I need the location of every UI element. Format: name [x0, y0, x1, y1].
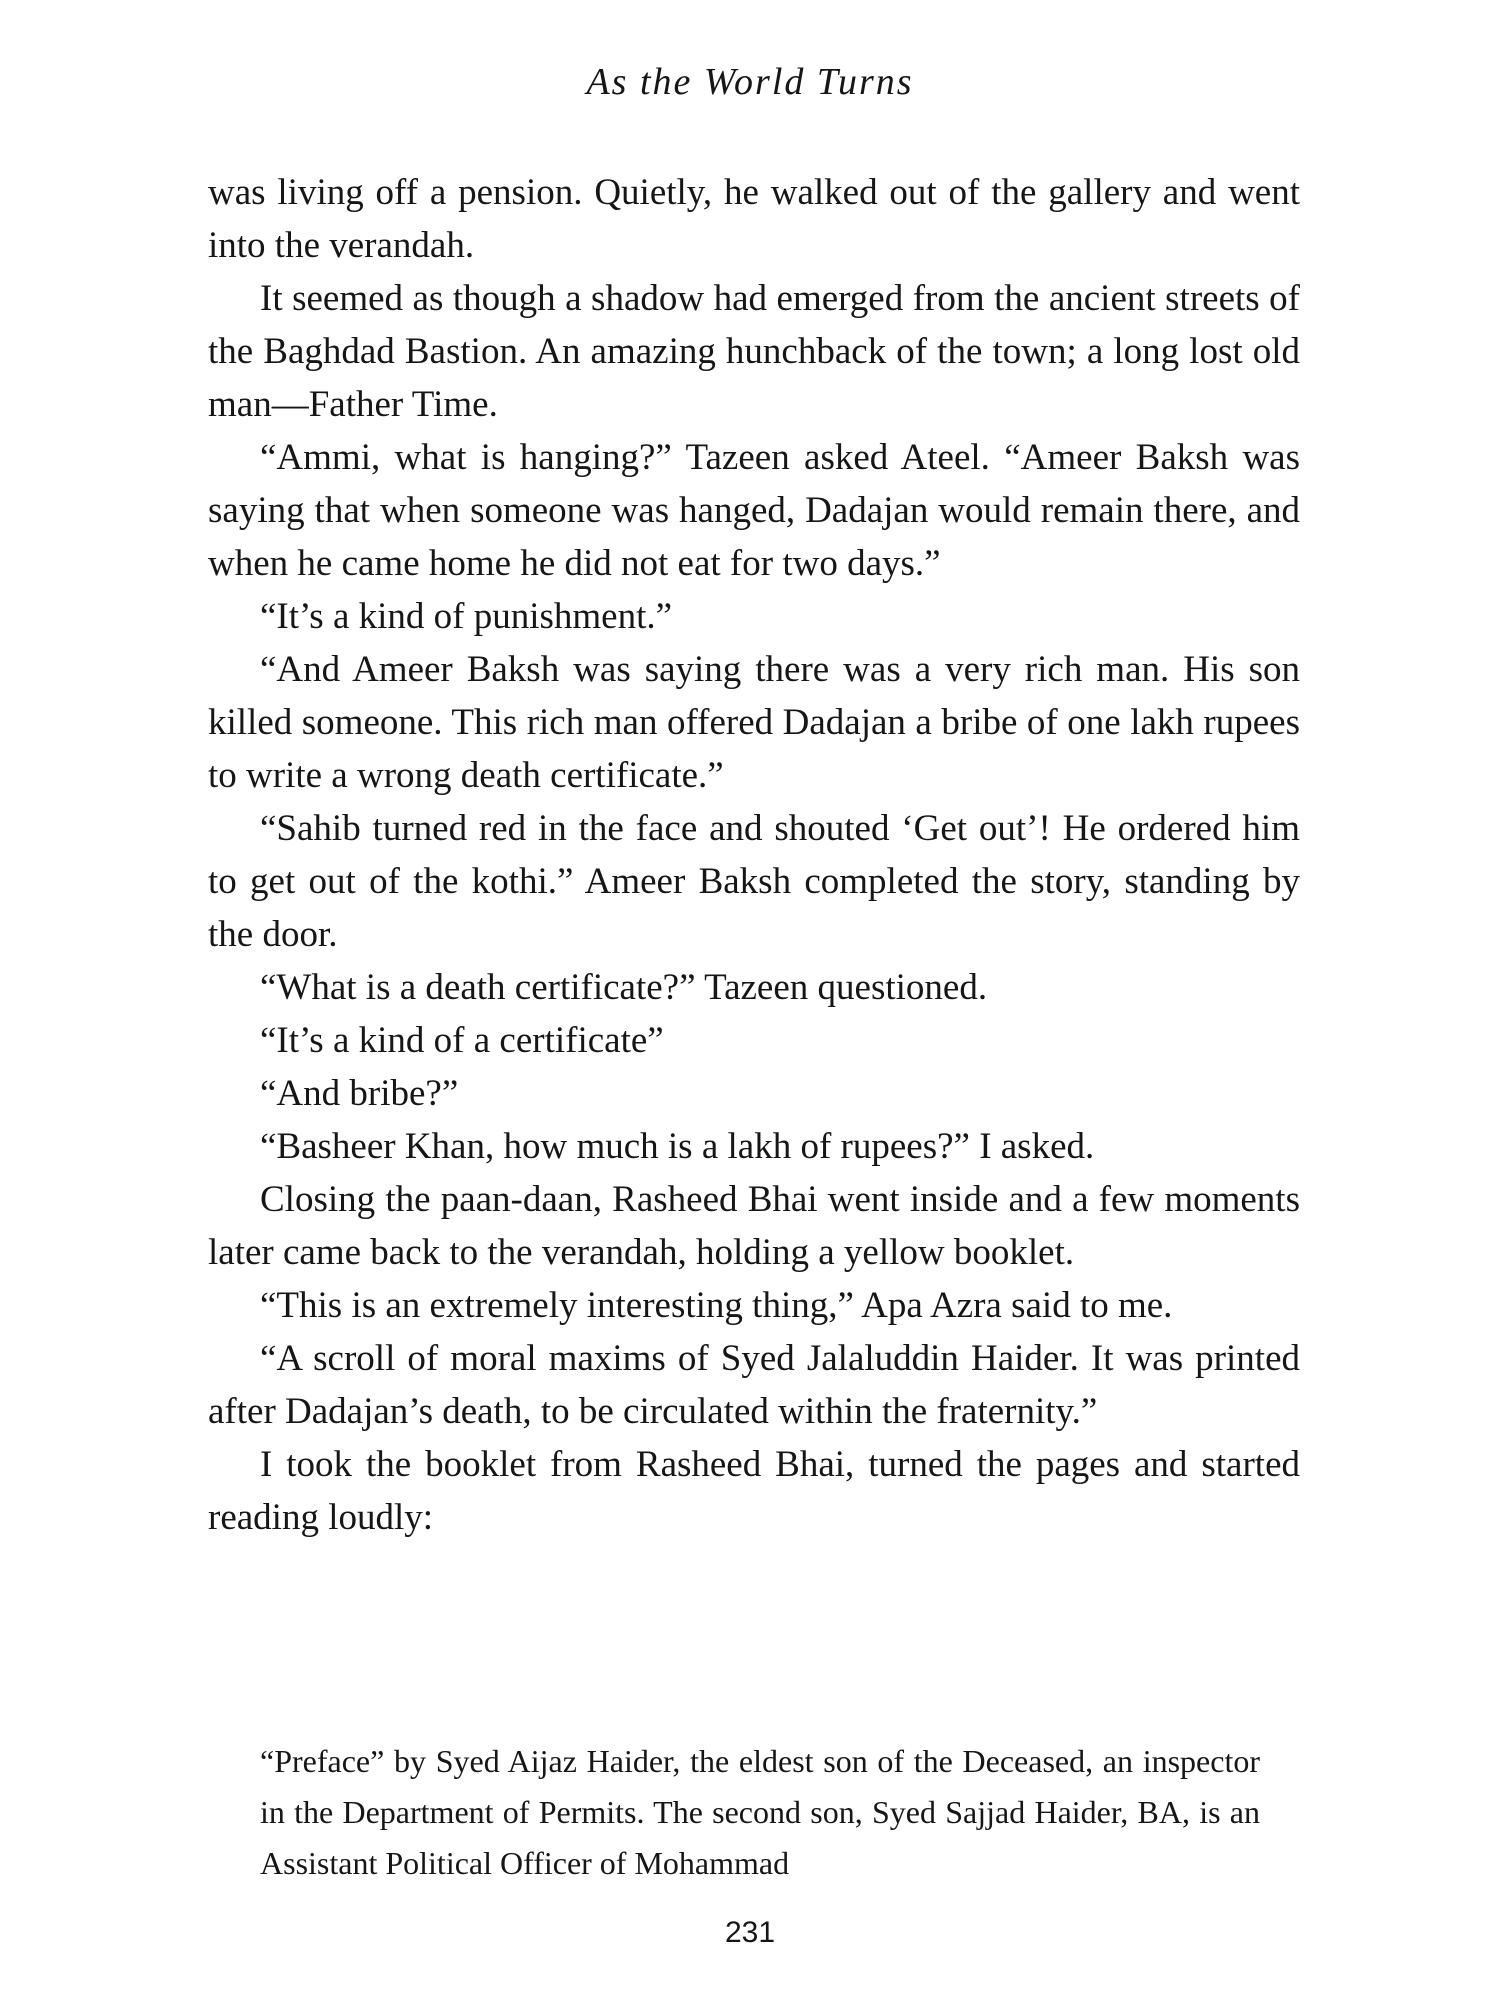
- page-number: 231: [724, 1916, 776, 1949]
- paragraph: was living off a pension. Quietly, he walked out of the gallery and went into the verandah.: [208, 172, 1300, 266]
- paragraph: Closing the paan-daan, Rasheed Bhai went inside and a few moments later came back to the verandah, holding a yellow booklet.: [208, 1179, 1300, 1273]
- paragraph: It seemed as though a shadow had emerged from the ancient streets of the Baghdad Bastion. An amazing hunchback of the town; a long lost old man—Father Time.: [208, 278, 1300, 425]
- running-head-title: As the World Turns: [586, 61, 914, 103]
- body-text: [208, 166, 1300, 1544]
- paragraph: “This is an extremely interesting thing,” Apa Azra said to me.: [260, 1285, 1173, 1326]
- paragraph: “And Ameer Baksh was saying there was a very rich man. His son killed someone. This rich man offered Dadajan a bribe of one lakh rupees to write a wrong death certificate.”: [208, 649, 1300, 796]
- paragraph: “Basheer Khan, how much is a lakh of rupees?” I asked.: [260, 1126, 1095, 1167]
- block-quote-text: “Preface” by Syed Aijaz Haider, the eldest son of the Deceased, an inspector in the Department of Permits. The second son, Syed Sajjad Haider, BA, is an Assistant Political Officer of Mohammad: [260, 1743, 1260, 1881]
- paragraph: “And bribe?”: [260, 1073, 459, 1114]
- paragraph: I took the booklet from Rasheed Bhai, turned the pages and started reading loudly:: [208, 1444, 1300, 1538]
- paragraph: “Ammi, what is hanging?” Tazeen asked Ateel. “Ameer Baksh was saying that when someone was hanged, Dadajan would remain there, and when he came home he did not eat for two days.”: [208, 437, 1300, 584]
- block-quote: [260, 1736, 1260, 1889]
- paragraph: “What is a death certificate?” Tazeen questioned.: [260, 967, 988, 1008]
- paragraph: “It’s a kind of a certificate”: [260, 1020, 664, 1061]
- paragraph: “A scroll of moral maxims of Syed Jalaluddin Haider. It was printed after Dadajan’s death, to be circulated within the fraternity.”: [208, 1338, 1300, 1432]
- paragraph: “It’s a kind of punishment.”: [260, 596, 673, 637]
- paragraph: “Sahib turned red in the face and shouted ‘Get out’! He ordered him to get out of the kothi.” Ameer Baksh completed the story, standing by the door.: [208, 808, 1300, 955]
